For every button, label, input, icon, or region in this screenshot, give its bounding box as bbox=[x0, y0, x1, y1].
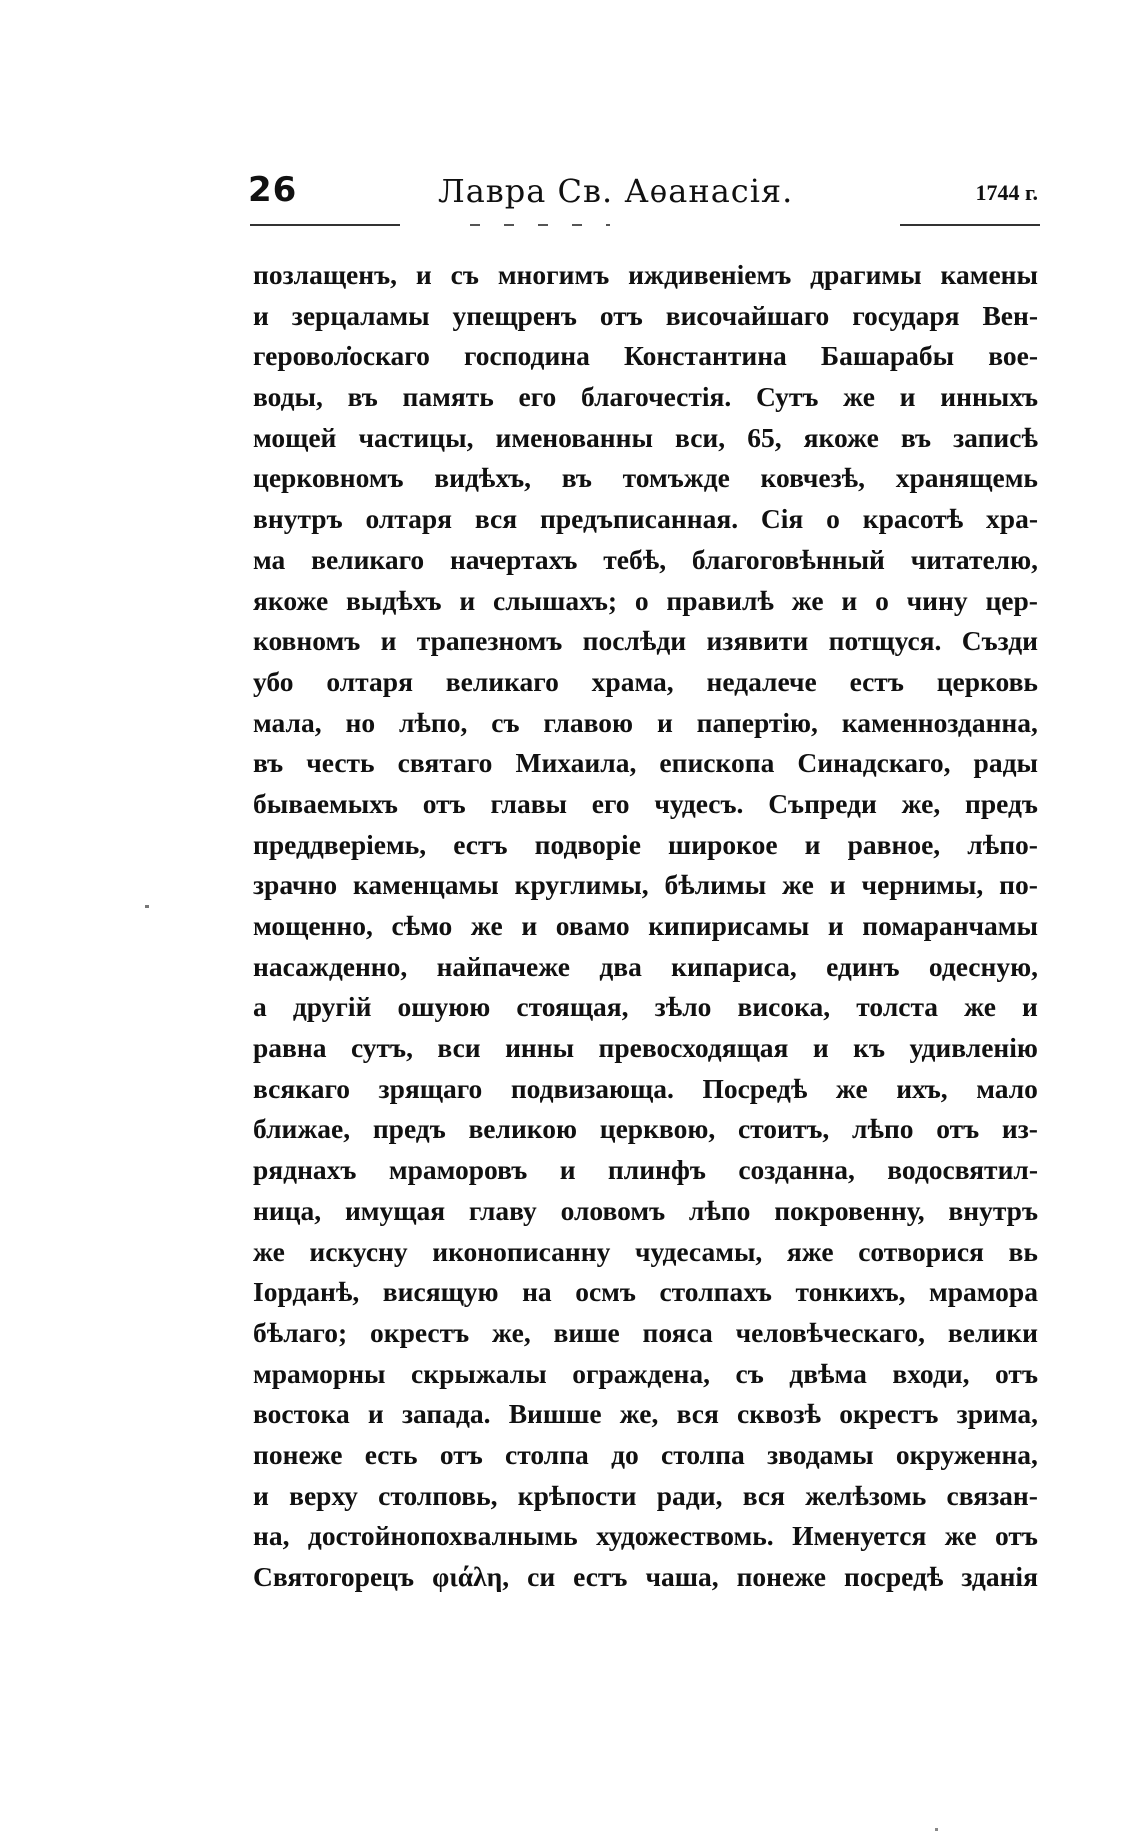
text-line bbox=[253, 1028, 1038, 1069]
word: окруженна, bbox=[895, 1438, 1038, 1470]
word: и bbox=[459, 584, 476, 616]
word: человѣческаго, bbox=[735, 1316, 926, 1348]
word: якоже bbox=[803, 421, 879, 453]
word: Посредѣ bbox=[702, 1072, 808, 1104]
text-line bbox=[253, 1476, 1038, 1517]
text-line bbox=[253, 784, 1038, 825]
word: естъ bbox=[849, 665, 904, 697]
year-label: 1744 г. bbox=[975, 180, 1038, 205]
word: цер- bbox=[985, 584, 1038, 616]
word: главу bbox=[468, 1194, 537, 1226]
word: и bbox=[899, 381, 916, 413]
word: хранящемь bbox=[895, 462, 1038, 494]
word: о bbox=[634, 584, 649, 616]
word: оловомъ bbox=[560, 1194, 666, 1226]
word: стоитъ, bbox=[737, 1113, 830, 1145]
word: Вишше bbox=[508, 1398, 602, 1430]
word: искусну bbox=[309, 1235, 408, 1267]
word: сутъ, bbox=[350, 1032, 413, 1064]
word: рады bbox=[973, 747, 1038, 779]
word: естъ bbox=[573, 1561, 628, 1592]
word: Синадскаго, bbox=[797, 747, 951, 779]
word: водосвятил- bbox=[887, 1154, 1038, 1186]
word: достойнопохвалнымь bbox=[307, 1520, 578, 1552]
word: посредѣ bbox=[844, 1561, 944, 1592]
word: ряднаxъ bbox=[253, 1154, 357, 1186]
word: же bbox=[791, 584, 824, 616]
word: зерцаламы bbox=[291, 299, 430, 331]
word: бываемыхъ bbox=[253, 787, 398, 819]
word: више bbox=[553, 1316, 620, 1348]
word: но bbox=[345, 706, 376, 738]
word: входи, bbox=[892, 1357, 970, 1389]
word: каменнозданна, bbox=[841, 706, 1038, 738]
word: предъ bbox=[372, 1113, 446, 1145]
word: желѣзомь bbox=[805, 1479, 927, 1511]
word: а bbox=[253, 991, 267, 1023]
word: записѣ bbox=[953, 421, 1038, 453]
word: крѣпости bbox=[517, 1479, 637, 1511]
text-line bbox=[253, 1354, 1038, 1395]
word: чаша, bbox=[645, 1561, 719, 1592]
word: красотѣ bbox=[862, 503, 964, 535]
word: до bbox=[611, 1438, 639, 1470]
word: отъ bbox=[439, 1438, 483, 1470]
word: каменцамы bbox=[352, 869, 499, 901]
word: Създи bbox=[961, 625, 1038, 657]
word: частицы, bbox=[358, 421, 474, 453]
header-rule-middle bbox=[470, 224, 610, 226]
word: же, bbox=[619, 1398, 659, 1430]
word: отъ bbox=[422, 787, 466, 819]
scan-speck bbox=[145, 905, 149, 908]
word: святаго bbox=[397, 747, 493, 779]
word: мощенно, bbox=[253, 910, 373, 941]
text-line bbox=[253, 947, 1038, 988]
word: насажденно, bbox=[253, 950, 408, 982]
word: о bbox=[826, 503, 840, 535]
word: связан- bbox=[946, 1479, 1038, 1511]
text-line bbox=[253, 458, 1038, 499]
word: съ bbox=[735, 1357, 764, 1389]
word: тонкихъ, bbox=[795, 1276, 906, 1308]
word: государя bbox=[852, 299, 960, 331]
text-line bbox=[253, 1557, 1038, 1598]
word: главы bbox=[490, 787, 568, 819]
text-line bbox=[253, 540, 1038, 581]
word: Сутъ bbox=[755, 381, 819, 413]
word: и bbox=[812, 1032, 829, 1064]
text-line bbox=[253, 621, 1038, 662]
word: послѣди bbox=[582, 625, 687, 657]
word: столпа bbox=[505, 1438, 589, 1470]
text-line bbox=[253, 296, 1038, 337]
page-number: 26 bbox=[248, 170, 298, 210]
word: позлащенъ, bbox=[253, 259, 397, 290]
word: и bbox=[804, 828, 821, 860]
word: ковчезѣ, bbox=[760, 462, 866, 494]
word: другій bbox=[292, 991, 372, 1023]
word: висока, bbox=[737, 991, 831, 1023]
word: инныхъ bbox=[940, 381, 1038, 413]
word: и bbox=[1022, 991, 1038, 1023]
word: убо bbox=[253, 665, 294, 697]
text-line bbox=[253, 1150, 1038, 1191]
word: въ bbox=[347, 381, 378, 413]
text-line bbox=[253, 377, 1038, 418]
word: велики bbox=[947, 1316, 1038, 1348]
header-rule-right bbox=[900, 224, 1040, 226]
word: же bbox=[253, 1235, 285, 1267]
word: лѣпо, bbox=[398, 706, 468, 738]
word: и bbox=[841, 584, 858, 616]
word: томъждe bbox=[622, 462, 730, 494]
word: Башарабы bbox=[820, 340, 955, 372]
word: мощей bbox=[253, 421, 337, 453]
text-line bbox=[253, 1394, 1038, 1435]
word: вое- bbox=[988, 340, 1038, 372]
word: всякаго bbox=[253, 1072, 351, 1104]
word: подвизающа. bbox=[510, 1072, 674, 1104]
word: отъ bbox=[995, 1357, 1038, 1389]
text-line bbox=[253, 662, 1038, 703]
word: мала, bbox=[253, 706, 322, 738]
word: одесную, bbox=[928, 950, 1038, 982]
word: церковномъ bbox=[253, 462, 404, 494]
word: читателю, bbox=[910, 543, 1038, 575]
word: чудесамы, bbox=[634, 1235, 763, 1267]
word: по- bbox=[999, 869, 1038, 901]
word: честь bbox=[306, 747, 375, 779]
word: же bbox=[782, 869, 814, 901]
word: из- bbox=[1001, 1113, 1038, 1145]
word: храма, bbox=[591, 665, 674, 697]
word: господина bbox=[463, 340, 590, 372]
running-title: Лавра Св. Аѳанасія. bbox=[438, 172, 794, 210]
word: превосходящая bbox=[598, 1032, 789, 1064]
text-line bbox=[253, 825, 1038, 866]
word: равное, bbox=[847, 828, 941, 860]
word: правилѣ bbox=[666, 584, 774, 616]
word: чину bbox=[906, 584, 968, 616]
word: главою bbox=[543, 706, 634, 738]
text-line bbox=[253, 1435, 1038, 1476]
word: вся bbox=[676, 1398, 719, 1430]
word: понеже bbox=[736, 1561, 827, 1592]
text-line bbox=[253, 1516, 1038, 1557]
word: хра- bbox=[986, 503, 1038, 535]
word: бѣлимы bbox=[664, 869, 767, 901]
word: Вен- bbox=[982, 299, 1038, 331]
word: геровол̇оскаго bbox=[253, 340, 430, 372]
text-line bbox=[253, 499, 1038, 540]
word: Іорданѣ, bbox=[253, 1276, 360, 1308]
word: великою bbox=[468, 1113, 578, 1145]
word: и bbox=[559, 1154, 576, 1186]
word: и bbox=[521, 910, 538, 941]
word: и bbox=[827, 910, 844, 941]
word: и bbox=[253, 299, 269, 331]
word: мрамора bbox=[929, 1276, 1038, 1308]
text-line bbox=[253, 743, 1038, 784]
text-line bbox=[253, 418, 1038, 459]
word: папертію, bbox=[696, 706, 818, 738]
word: равна bbox=[253, 1032, 327, 1064]
word: сотворися bbox=[858, 1235, 984, 1267]
word: сѣмо bbox=[391, 910, 453, 941]
word: есть bbox=[364, 1438, 418, 1470]
word: и bbox=[829, 869, 846, 901]
word: о bbox=[875, 584, 889, 616]
word: въ bbox=[900, 421, 932, 453]
word: зрачно bbox=[253, 869, 338, 901]
word: въ bbox=[561, 462, 592, 494]
word: художествомь. bbox=[596, 1520, 774, 1552]
word: благочестія. bbox=[581, 381, 732, 413]
word: мало bbox=[976, 1072, 1038, 1104]
word: олтаря bbox=[365, 503, 453, 535]
text-line bbox=[253, 987, 1038, 1028]
word: отъ bbox=[936, 1113, 980, 1145]
text-line bbox=[253, 1069, 1038, 1110]
word: 65, bbox=[747, 421, 782, 453]
word: церквою, bbox=[599, 1113, 716, 1145]
word: и bbox=[415, 259, 432, 290]
word: многимъ bbox=[497, 259, 610, 290]
word: отъ bbox=[995, 1520, 1038, 1552]
word: толста bbox=[856, 991, 939, 1023]
word: воды, bbox=[253, 381, 323, 413]
word: запада. bbox=[401, 1398, 491, 1430]
word: два bbox=[599, 950, 642, 982]
word: скрыжалы bbox=[411, 1357, 547, 1389]
word: зрима, bbox=[956, 1398, 1038, 1430]
word: вся bbox=[474, 503, 518, 535]
word: востока bbox=[253, 1398, 350, 1430]
word: зѣло bbox=[654, 991, 712, 1023]
word: бѣлаго; bbox=[253, 1316, 348, 1348]
word: къ bbox=[853, 1032, 886, 1064]
word: яже bbox=[786, 1235, 834, 1267]
word: вь bbox=[1008, 1235, 1038, 1267]
word: внутръ bbox=[253, 503, 343, 535]
word: лѣпо bbox=[688, 1194, 751, 1226]
word: мраморовъ bbox=[388, 1154, 528, 1186]
word: естъ bbox=[453, 828, 508, 860]
word: удивленію bbox=[909, 1032, 1038, 1064]
word: широкое bbox=[668, 828, 778, 860]
word: окрестъ bbox=[839, 1398, 939, 1430]
word: его bbox=[591, 787, 630, 819]
word: же bbox=[835, 1072, 868, 1104]
word: помаранчамы bbox=[862, 910, 1038, 941]
text-line bbox=[253, 703, 1038, 744]
word: кипариса, bbox=[671, 950, 797, 982]
word: на bbox=[522, 1276, 552, 1308]
word: верху bbox=[289, 1479, 358, 1511]
word: подворіе bbox=[534, 828, 641, 860]
word: изявити bbox=[706, 625, 809, 657]
text-line bbox=[253, 1109, 1038, 1150]
word: круглимы, bbox=[514, 869, 649, 901]
word: епископа bbox=[659, 747, 775, 779]
word: и bbox=[367, 1398, 384, 1430]
word: столповь, bbox=[378, 1479, 498, 1511]
word: мраморны bbox=[253, 1357, 386, 1389]
word: двѣма bbox=[789, 1357, 867, 1389]
word: Именуется bbox=[792, 1520, 927, 1552]
word: покровенну, bbox=[774, 1194, 925, 1226]
word: же, bbox=[492, 1316, 531, 1348]
word: съ bbox=[450, 259, 479, 290]
text-line bbox=[253, 1232, 1038, 1273]
word: вся bbox=[742, 1479, 785, 1511]
word: висящую bbox=[382, 1276, 499, 1308]
word: же, bbox=[901, 787, 941, 819]
word: съ bbox=[491, 706, 520, 738]
word: въ bbox=[253, 747, 284, 779]
text-line bbox=[253, 1191, 1038, 1232]
word: ница, bbox=[253, 1194, 322, 1226]
word: вси bbox=[437, 1032, 481, 1064]
word: и bbox=[656, 706, 673, 738]
word: ошуюю bbox=[397, 991, 491, 1023]
word: осмъ bbox=[575, 1276, 636, 1308]
word: зводамы bbox=[767, 1438, 874, 1470]
word: тебѣ, bbox=[603, 543, 667, 575]
word: начертахъ bbox=[449, 543, 578, 575]
word: имущая bbox=[344, 1194, 446, 1226]
word: ради, bbox=[656, 1479, 723, 1511]
word: якоже bbox=[253, 584, 329, 616]
word: же bbox=[470, 910, 503, 941]
word: Сія bbox=[760, 503, 804, 535]
word: φιάλη, bbox=[432, 1561, 510, 1592]
word: ограждена, bbox=[572, 1357, 711, 1389]
word: слышахъ; bbox=[493, 584, 618, 616]
word: сквозѣ bbox=[737, 1398, 822, 1430]
text-line bbox=[253, 255, 1038, 296]
word: Святогорецъ bbox=[253, 1561, 415, 1592]
word: зданія bbox=[961, 1561, 1038, 1592]
word: Михаила, bbox=[515, 747, 637, 779]
word: и bbox=[253, 1479, 269, 1511]
word: церковь bbox=[936, 665, 1038, 697]
word: внутръ bbox=[948, 1194, 1038, 1226]
word: ихъ, bbox=[896, 1072, 948, 1104]
word: же bbox=[944, 1520, 977, 1552]
word: столпахъ bbox=[659, 1276, 772, 1308]
word: его bbox=[518, 381, 557, 413]
word: стоящая, bbox=[516, 991, 629, 1023]
word: окрестъ bbox=[370, 1316, 470, 1348]
word: отъ bbox=[599, 299, 643, 331]
word: зрящаго bbox=[378, 1072, 483, 1104]
word: височайшаго bbox=[665, 299, 830, 331]
word: овамо bbox=[555, 910, 630, 941]
word: ма bbox=[253, 543, 286, 575]
word: и bbox=[380, 625, 397, 657]
text-line bbox=[253, 1313, 1038, 1354]
word: преддверіемь, bbox=[253, 828, 427, 860]
word: единъ bbox=[826, 950, 900, 982]
body-text bbox=[253, 255, 1038, 1598]
text-line bbox=[253, 906, 1038, 947]
word: выдѣхъ bbox=[346, 584, 442, 616]
word: олтаря bbox=[326, 665, 413, 697]
word: кипирисамы bbox=[648, 910, 810, 941]
word: инны bbox=[505, 1032, 575, 1064]
word: найпачеже bbox=[436, 950, 571, 982]
word: пояса bbox=[642, 1316, 713, 1348]
word: камены bbox=[940, 259, 1038, 290]
word: ближае, bbox=[253, 1113, 351, 1145]
word: лѣпо- bbox=[967, 828, 1038, 860]
word: ковномъ bbox=[253, 625, 361, 657]
word: недалече bbox=[706, 665, 817, 697]
word: си bbox=[527, 1561, 556, 1592]
word: иконописанну bbox=[432, 1235, 611, 1267]
text-line bbox=[253, 865, 1038, 906]
word: плинфъ bbox=[607, 1154, 706, 1186]
word: иждивеніемъ bbox=[628, 259, 792, 290]
word: драгимы bbox=[810, 259, 922, 290]
word: вси, bbox=[675, 421, 726, 453]
word: упещренъ bbox=[452, 299, 577, 331]
word: созданна, bbox=[738, 1154, 855, 1186]
word: столпа bbox=[661, 1438, 745, 1470]
word: память bbox=[402, 381, 494, 413]
word: Константина bbox=[624, 340, 787, 372]
word: Съпреди bbox=[768, 787, 877, 819]
word: благоговѣнный bbox=[691, 543, 885, 575]
word: потщуся. bbox=[828, 625, 942, 657]
word: же bbox=[964, 991, 996, 1023]
word: именованны bbox=[495, 421, 653, 453]
word: лѣпо bbox=[852, 1113, 914, 1145]
header-rule-left bbox=[250, 224, 400, 226]
word: великаго bbox=[445, 665, 559, 697]
word: великаго bbox=[311, 543, 425, 575]
text-line bbox=[253, 336, 1038, 377]
page-header bbox=[248, 170, 1038, 218]
word: чудесъ. bbox=[654, 787, 744, 819]
text-line bbox=[253, 1272, 1038, 1313]
word: чернимы, bbox=[861, 869, 984, 901]
word: предъ bbox=[965, 787, 1038, 819]
text-line bbox=[253, 581, 1038, 622]
word: предъписанная. bbox=[539, 503, 739, 535]
word: трапезномъ bbox=[416, 625, 563, 657]
scan-speck bbox=[935, 1828, 938, 1831]
word: понеже bbox=[253, 1438, 343, 1470]
word: на, bbox=[253, 1520, 290, 1552]
word: видѣхъ, bbox=[434, 462, 532, 494]
word: же bbox=[843, 381, 875, 413]
